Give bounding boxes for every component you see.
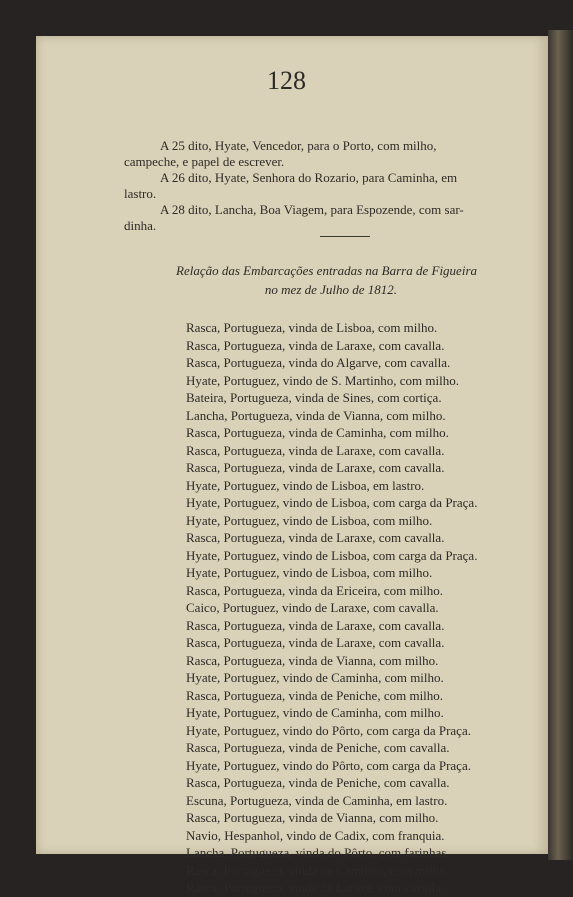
section-divider	[320, 236, 370, 237]
list-item: Rasca, Portugueza, vinda de Laraxe, com cavalla.	[186, 880, 445, 895]
list-item: Hyate, Portuguez, vindo do Pôrto, com carga da Praça.	[186, 757, 471, 773]
list-item: Lancha, Portugueza, vinda de Vianna, com milho.	[186, 407, 446, 423]
list-item: Rasca, Portugueza, vinda de Vianna, com milho.	[186, 652, 439, 668]
list-item: Rasca, Portugueza, vinda de Peniche, com cavalla.	[186, 775, 450, 790]
section-subheading: no mez de Julho de 1812.	[264, 282, 398, 297]
list-item: Hyate, Portuguez, vindo de Lisboa, em lastro.	[186, 477, 425, 493]
section-heading: Relação das Embarcações entradas na Barra de Figueira	[176, 263, 477, 278]
list-item: Rasca, Portugueza, vinda de Lisboa, com milho.	[186, 320, 438, 335]
list-item: Navio, Hespanhol, vindo de Cadix, com franquia.	[186, 827, 445, 843]
list-item: Hyate, Portuguez, vindo de S. Martinho, com milho.	[186, 372, 459, 388]
list-item: Hyate, Portuguez, vindo de Lisboa, com milho.	[186, 512, 433, 528]
list-item: Hyate, Portuguez, vindo de Lisboa, com milho.	[186, 565, 433, 580]
list-item: Rasca, Portugueza, vinda da Ericeira, com milho.	[186, 582, 444, 598]
entry-line: A 28 dito, Lancha, Boa Viagem, para Espozende, com sar-	[160, 202, 464, 217]
entry-line: dinha.	[124, 218, 157, 233]
list-item: Rasca, Portugueza, vinda de Laraxe, com cavalla.	[186, 635, 445, 650]
list-item: Rasca, Portugueza, vinda de Laraxe, com cavalla.	[186, 442, 445, 458]
entry-paragraph	[124, 202, 534, 234]
list-item: Rasca, Portugueza, vinda de Laraxe, com cavalla.	[186, 530, 445, 545]
entry-line: A 25 dito, Hyate, Vencedor, para o Porto, com milho,	[160, 138, 437, 153]
list-item: Hyate, Portuguez, vindo do Pôrto, com carga da Praça.	[186, 722, 471, 738]
list-item: Rasca, Portugueza, vinda de Peniche, com milho.	[186, 687, 444, 703]
list-item: Hyate, Portuguez, vindo de Caminha, com milho.	[186, 670, 444, 685]
book-page-edge	[548, 30, 573, 860]
arrivals-list	[186, 319, 546, 897]
list-item: Rasca, Portugueza, vinda do Algarve, com cavalla.	[186, 355, 451, 370]
list-item: Lancha, Portugueza, vinda do Pôrto, com farinhas.	[186, 845, 450, 860]
list-item: Escuna, Portugueza, vinda de Caminha, em lastro.	[186, 792, 448, 808]
list-item: Bateira, Portugueza, vinda de Sines, com cortiça.	[186, 390, 442, 405]
list-item: Rasca, Portugueza, vinda de Vianna, com milho.	[186, 810, 439, 825]
list-item: Rasca, Portugueza, vinda de Caminha, com milho.	[186, 862, 449, 878]
entry-line: campeche, e papel de escrever.	[124, 154, 285, 169]
list-item: Hyate, Portuguez, vindo de Lisboa, com carga da Praça.	[186, 495, 478, 510]
entry-paragraph	[124, 138, 534, 170]
list-item: Rasca, Portugueza, vinda de Caminha, com milho.	[186, 425, 449, 440]
entry-paragraph	[124, 170, 534, 202]
list-item: Caico, Portuguez, vindo de Laraxe, com cavalla.	[186, 600, 439, 615]
entry-line: A 26 dito, Hyate, Senhora do Rozario, para Caminha, em	[160, 170, 458, 185]
list-item: Rasca, Portugueza, vinda de Laraxe, com cavalla.	[186, 617, 445, 633]
list-item: Hyate, Portuguez, vindo de Lisboa, com carga da Praça.	[186, 547, 478, 563]
list-item: Hyate, Portuguez, vindo de Caminha, com milho.	[186, 705, 444, 720]
list-item: Rasca, Portugueza, vinda de Peniche, com cavalla.	[186, 740, 450, 755]
page-number: 128	[267, 66, 306, 95]
list-item: Rasca, Portugueza, vinda de Laraxe, com cavalla.	[186, 337, 445, 353]
entry-line: lastro.	[124, 186, 157, 201]
list-item: Rasca, Portugueza, vinda de Laraxe, com cavalla.	[186, 460, 445, 475]
